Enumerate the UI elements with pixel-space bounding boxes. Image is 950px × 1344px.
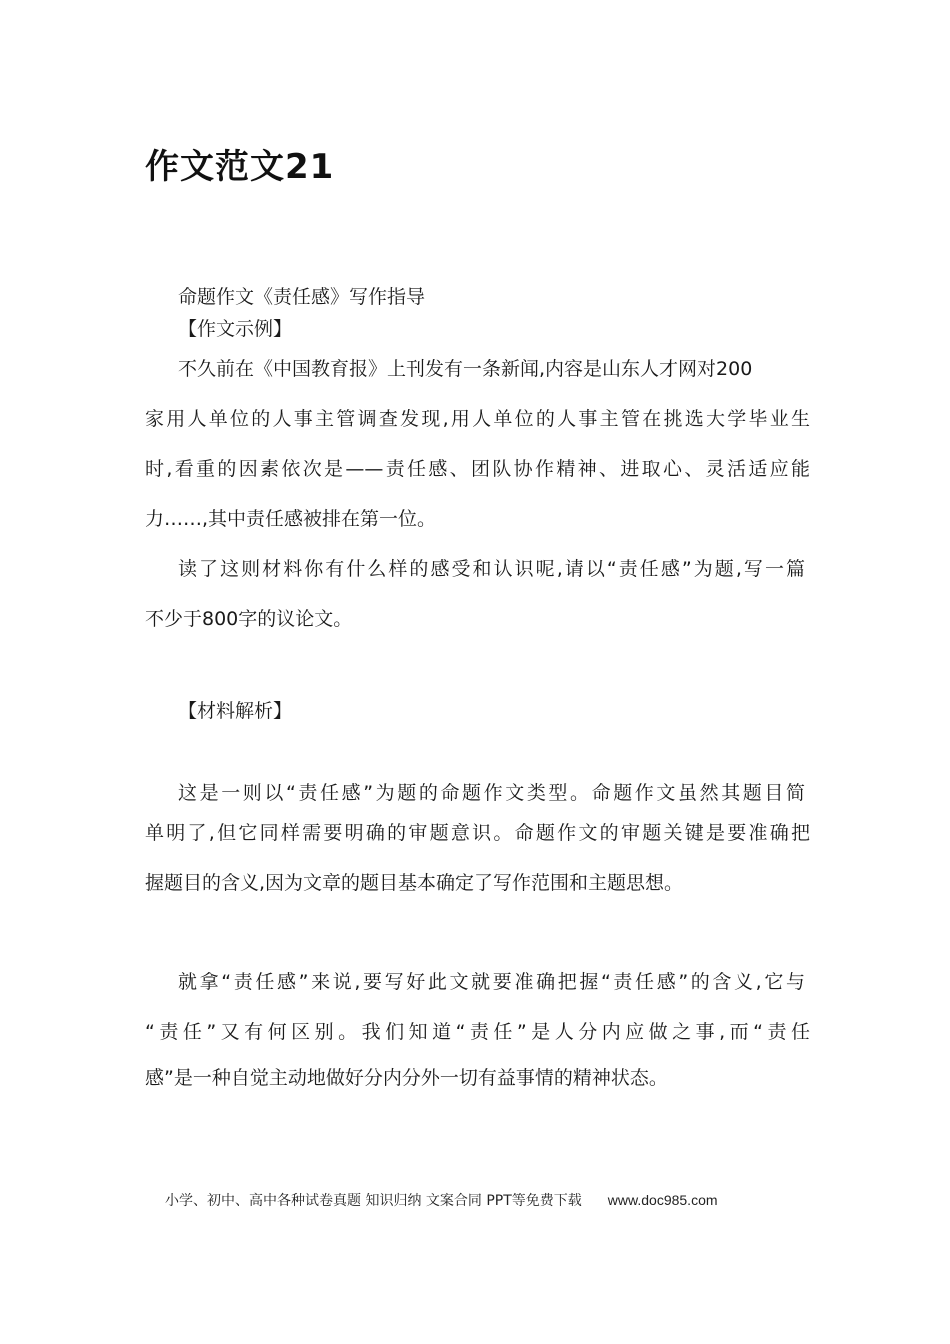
page-title: 作文范文21 xyxy=(145,147,335,187)
paragraph-line: 就拿“责任感”来说,要写好此文就要准确把握“责任感”的含义,它与 xyxy=(178,971,805,993)
section-heading-example: 【作文示例】 xyxy=(178,318,293,340)
paragraph-line: 这是一则以“责任感”为题的命题作文类型。命题作文虽然其题目简 xyxy=(178,782,805,804)
paragraph-line: 不久前在《中国教育报》上刊发有一条新闻,内容是山东人才网对200 xyxy=(178,358,753,380)
paragraph-line: 家用人单位的人事主管调查发现,用人单位的人事主管在挑选大学毕业生 xyxy=(145,408,810,430)
page-footer xyxy=(165,1188,718,1213)
paragraph-line: 感”是一种自觉主动地做好分内分外一切有益事情的精神状态。 xyxy=(145,1067,668,1089)
paragraph-line: “责任”又有何区别。我们知道“责任”是人分内应做之事,而“责任 xyxy=(145,1021,810,1043)
paragraph-line: 时,看重的因素依次是——责任感、团队协作精神、进取心、灵活适应能 xyxy=(145,458,810,480)
footer-site-link[interactable]: www.doc985.com xyxy=(607,1192,718,1208)
section-heading-analysis: 【材料解析】 xyxy=(178,700,293,722)
paragraph-line: 力……,其中责任感被排在第一位。 xyxy=(145,508,437,530)
paragraph-line: 读了这则材料你有什么样的感受和认识呢,请以“责任感”为题,写一篇 xyxy=(178,558,805,580)
subtitle: 命题作文《责任感》写作指导 xyxy=(178,286,426,308)
paragraph-line: 不少于800字的议论文。 xyxy=(145,608,353,630)
footer-text: 小学、初中、高中各种试卷真题 知识归纳 文案合同 PPT等免费下载 xyxy=(165,1193,582,1209)
paragraph-line: 握题目的含义,因为文章的题目基本确定了写作范围和主题思想。 xyxy=(145,872,684,894)
paragraph-line: 单明了,但它同样需要明确的审题意识。命题作文的审题关键是要准确把 xyxy=(145,822,810,844)
